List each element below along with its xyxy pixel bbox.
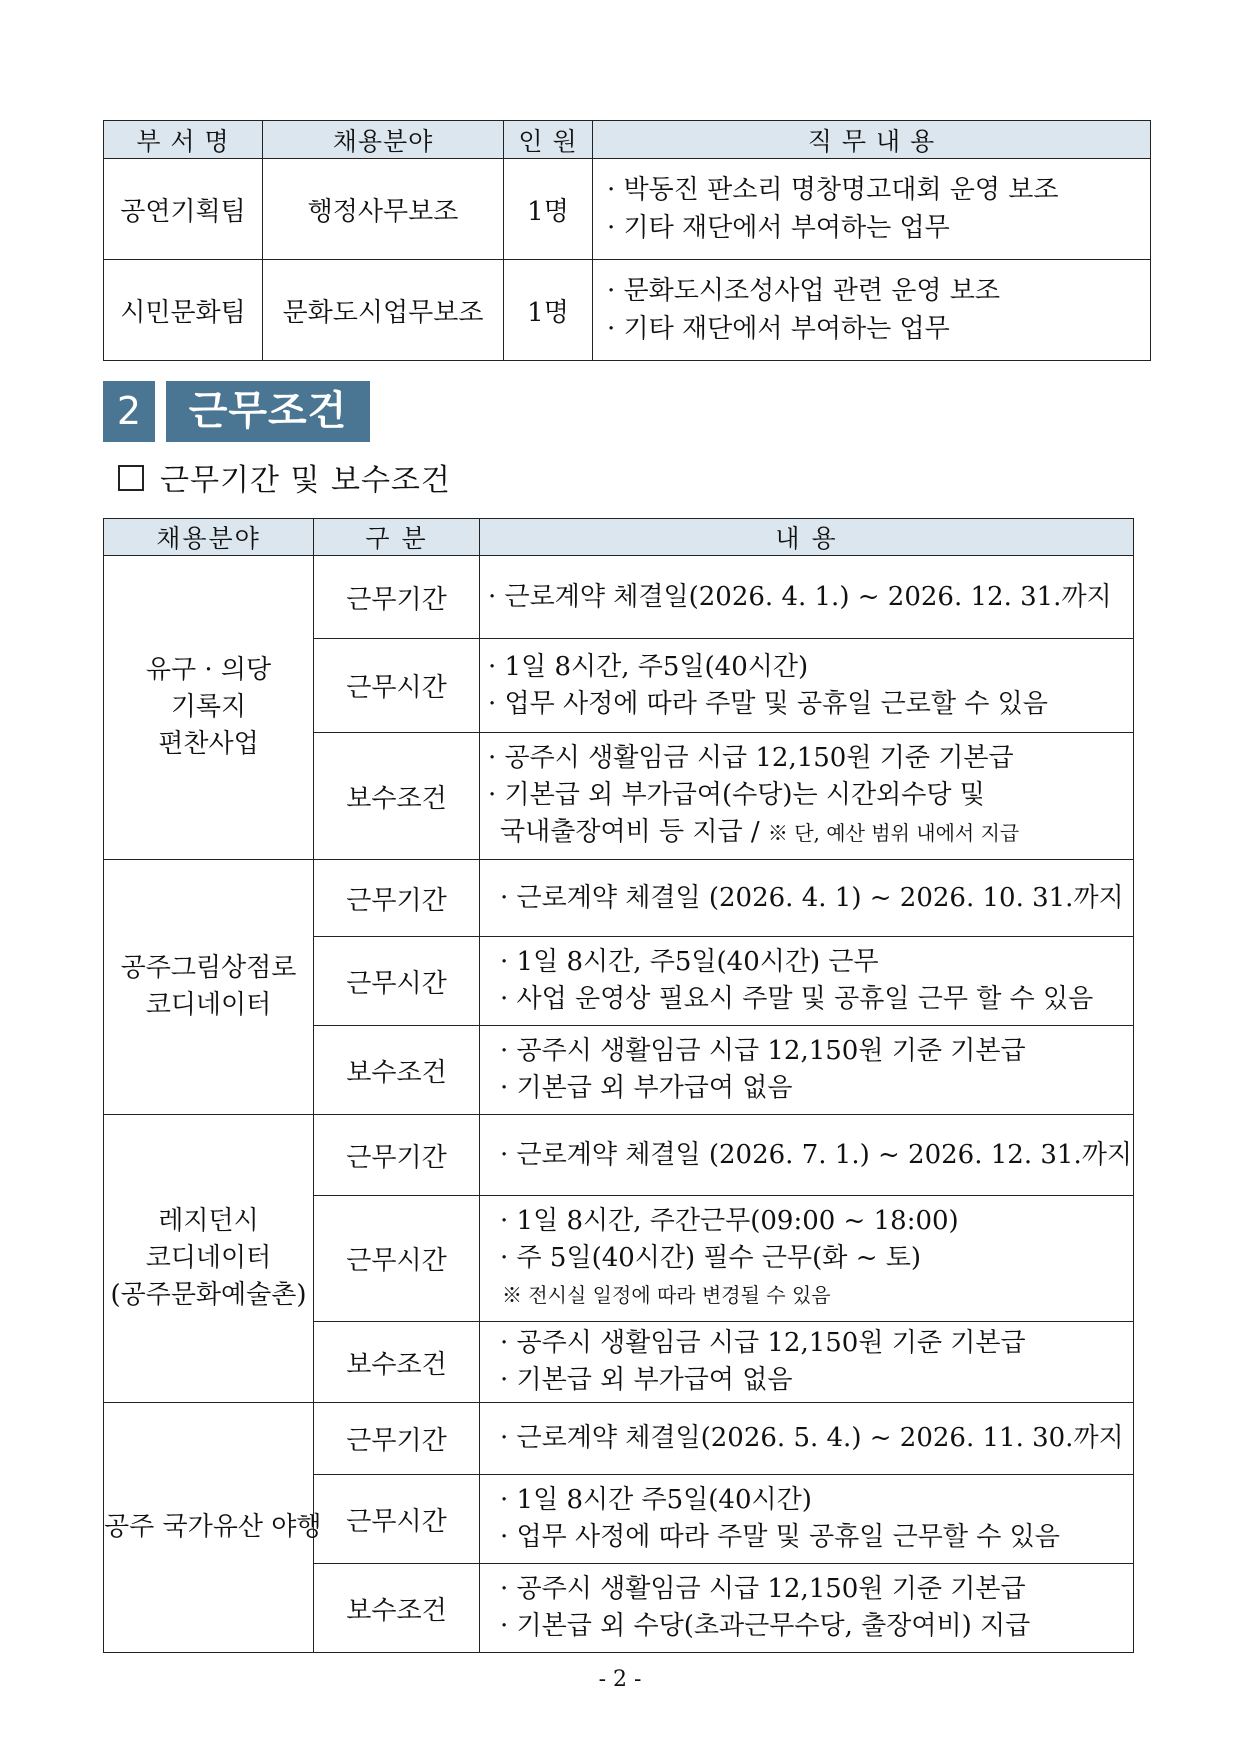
- field-line: 편찬사업: [158, 729, 259, 759]
- content-line: · 근로계약 체결일(2026. 5. 4.) ~ 2026. 11. 30.까지: [500, 1423, 1124, 1453]
- table-header-row: [104, 519, 1134, 556]
- content-cell: [480, 1564, 1134, 1653]
- category-cell: 근무기간: [314, 556, 480, 639]
- header-category: 구 분: [314, 519, 480, 556]
- field-line: 공주 국가유산 야행: [104, 1512, 322, 1542]
- content-cell: [480, 1475, 1134, 1564]
- subheading-text: 근무기간 및 보수조건: [160, 463, 451, 498]
- category-cell: 보수조건: [314, 1026, 480, 1115]
- content-line: · 공주시 생활임금 시급 12,150원 기준 기본급: [488, 743, 1014, 773]
- category-cell: 보수조건: [314, 733, 480, 860]
- content-line: · 공주시 생활임금 시급 12,150원 기준 기본급: [500, 1574, 1026, 1604]
- table-row: [104, 159, 1151, 260]
- content-note: ※ 전시실 일정에 따라 변경될 수 있음: [502, 1283, 831, 1307]
- field-cell: 문화도시업무보조: [263, 260, 504, 361]
- content-line: · 1일 8시간 주5일(40시간): [500, 1485, 812, 1515]
- field-cell: [104, 860, 314, 1115]
- header-duties: 직 무 내 용: [593, 121, 1151, 159]
- page-number: - 2 -: [598, 1667, 642, 1692]
- department-table: [103, 120, 1151, 361]
- duty-line: · 기타 재단에서 부여하는 업무: [607, 213, 950, 243]
- header-field: 채용분야: [104, 519, 314, 556]
- count-cell: 1명: [504, 159, 593, 260]
- content-line: · 기본급 외 부가급여 없음: [500, 1365, 793, 1395]
- table-row: [104, 260, 1151, 361]
- field-cell: [104, 556, 314, 860]
- field-cell: 행정사무보조: [263, 159, 504, 260]
- section-number: 2: [103, 381, 155, 442]
- duty-line: · 박동진 판소리 명창명고대회 운영 보조: [607, 175, 1059, 205]
- content-cell: [480, 639, 1134, 733]
- content-line: · 근로계약 체결일(2026. 4. 1.) ~ 2026. 12. 31.까지: [488, 581, 1112, 612]
- content-line: · 근로계약 체결일 (2026. 4. 1) ~ 2026. 10. 31.까지: [500, 882, 1124, 913]
- field-line: 레지던시: [158, 1206, 259, 1236]
- content-cell: [480, 1026, 1134, 1115]
- content-cell: [480, 860, 1134, 937]
- content-cell: [480, 937, 1134, 1026]
- content-line: · 근로계약 체결일 (2026. 7. 1.) ~ 2026. 12. 31.까지: [500, 1139, 1132, 1170]
- category-cell: 근무시간: [314, 937, 480, 1026]
- content-line: · 업무 사정에 따라 주말 및 공휴일 근무할 수 있음: [500, 1522, 1060, 1552]
- content-line: · 기본급 외 부가급여 없음: [500, 1073, 793, 1103]
- content-note: ※ 단, 예산 범위 내에서 지급: [767, 821, 1020, 845]
- content-line: [480, 814, 1133, 852]
- duties-cell: [593, 260, 1151, 361]
- content-line: · 1일 8시간, 주간근무(09:00 ~ 18:00): [500, 1206, 959, 1236]
- field-line: (공주문화예술촌): [110, 1280, 307, 1310]
- section-title: 근무조건: [166, 381, 370, 442]
- field-cell: [104, 1403, 322, 1653]
- duty-line: · 기타 재단에서 부여하는 업무: [607, 314, 950, 344]
- content-line: · 사업 운영상 필요시 주말 및 공휴일 근무 할 수 있음: [500, 984, 1094, 1014]
- field-line: 코디네이터: [145, 990, 272, 1020]
- header-field: 채용분야: [263, 121, 504, 159]
- content-cell: [480, 1115, 1134, 1196]
- category-cell: 근무시간: [314, 639, 480, 733]
- content-cell: [480, 1403, 1134, 1475]
- field-line: 코디네이터: [145, 1243, 272, 1273]
- content-line: · 공주시 생활임금 시급 12,150원 기준 기본급: [500, 1328, 1026, 1358]
- content-line: · 1일 8시간, 주5일(40시간) 근무: [500, 947, 879, 977]
- header-dept: 부 서 명: [104, 121, 263, 159]
- category-cell: 근무시간: [314, 1196, 480, 1322]
- category-cell: 보수조건: [314, 1322, 480, 1403]
- content-line: · 기본급 외 수당(초과근무수당, 출장여비) 지급: [500, 1611, 1031, 1641]
- content-line: · 업무 사정에 따라 주말 및 공휴일 근로할 수 있음: [488, 688, 1048, 719]
- table-row: [104, 556, 1134, 639]
- category-cell: 근무기간: [314, 860, 480, 937]
- count-cell: 1명: [504, 260, 593, 361]
- content-cell: [480, 1196, 1134, 1322]
- duties-cell: [593, 159, 1151, 260]
- dept-cell: 공연기획팀: [104, 159, 263, 260]
- header-count: 인 원: [504, 121, 593, 159]
- category-cell: 근무시간: [314, 1475, 480, 1564]
- category-cell: 근무기간: [314, 1403, 480, 1475]
- content-cell: [480, 556, 1134, 639]
- content-cell: [480, 1322, 1134, 1403]
- content-line: · 기본급 외 부가급여(수당)는 시간외수당 및: [488, 780, 985, 810]
- content-line: · 1일 8시간, 주5일(40시간): [488, 651, 809, 682]
- duty-line: · 문화도시조성사업 관련 운영 보조: [607, 276, 1000, 306]
- checkbox-square-icon: [118, 465, 144, 491]
- content-line: · 공주시 생활임금 시급 12,150원 기준 기본급: [500, 1036, 1026, 1066]
- table-row: [104, 1403, 1134, 1475]
- content-fragment: 국내출장여비 등 지급 /: [500, 817, 768, 847]
- field-cell: [104, 1115, 314, 1403]
- table-row: [104, 1115, 1134, 1196]
- field-line: 공주그림상점로: [120, 953, 297, 983]
- field-line: 유구 · 의당: [145, 655, 272, 685]
- header-content: 내 용: [480, 519, 1134, 556]
- table-header-row: [104, 121, 1151, 159]
- conditions-table: [103, 518, 1134, 1653]
- category-cell: 보수조건: [314, 1564, 480, 1653]
- dept-cell: 시민문화팀: [104, 260, 263, 361]
- table-row: [104, 860, 1134, 937]
- field-line: 기록지: [170, 692, 247, 722]
- subheading: [118, 455, 451, 499]
- category-cell: 근무기간: [314, 1115, 480, 1196]
- content-cell: [480, 733, 1134, 860]
- content-line: · 주 5일(40시간) 필수 근무(화 ~ 토): [500, 1243, 921, 1273]
